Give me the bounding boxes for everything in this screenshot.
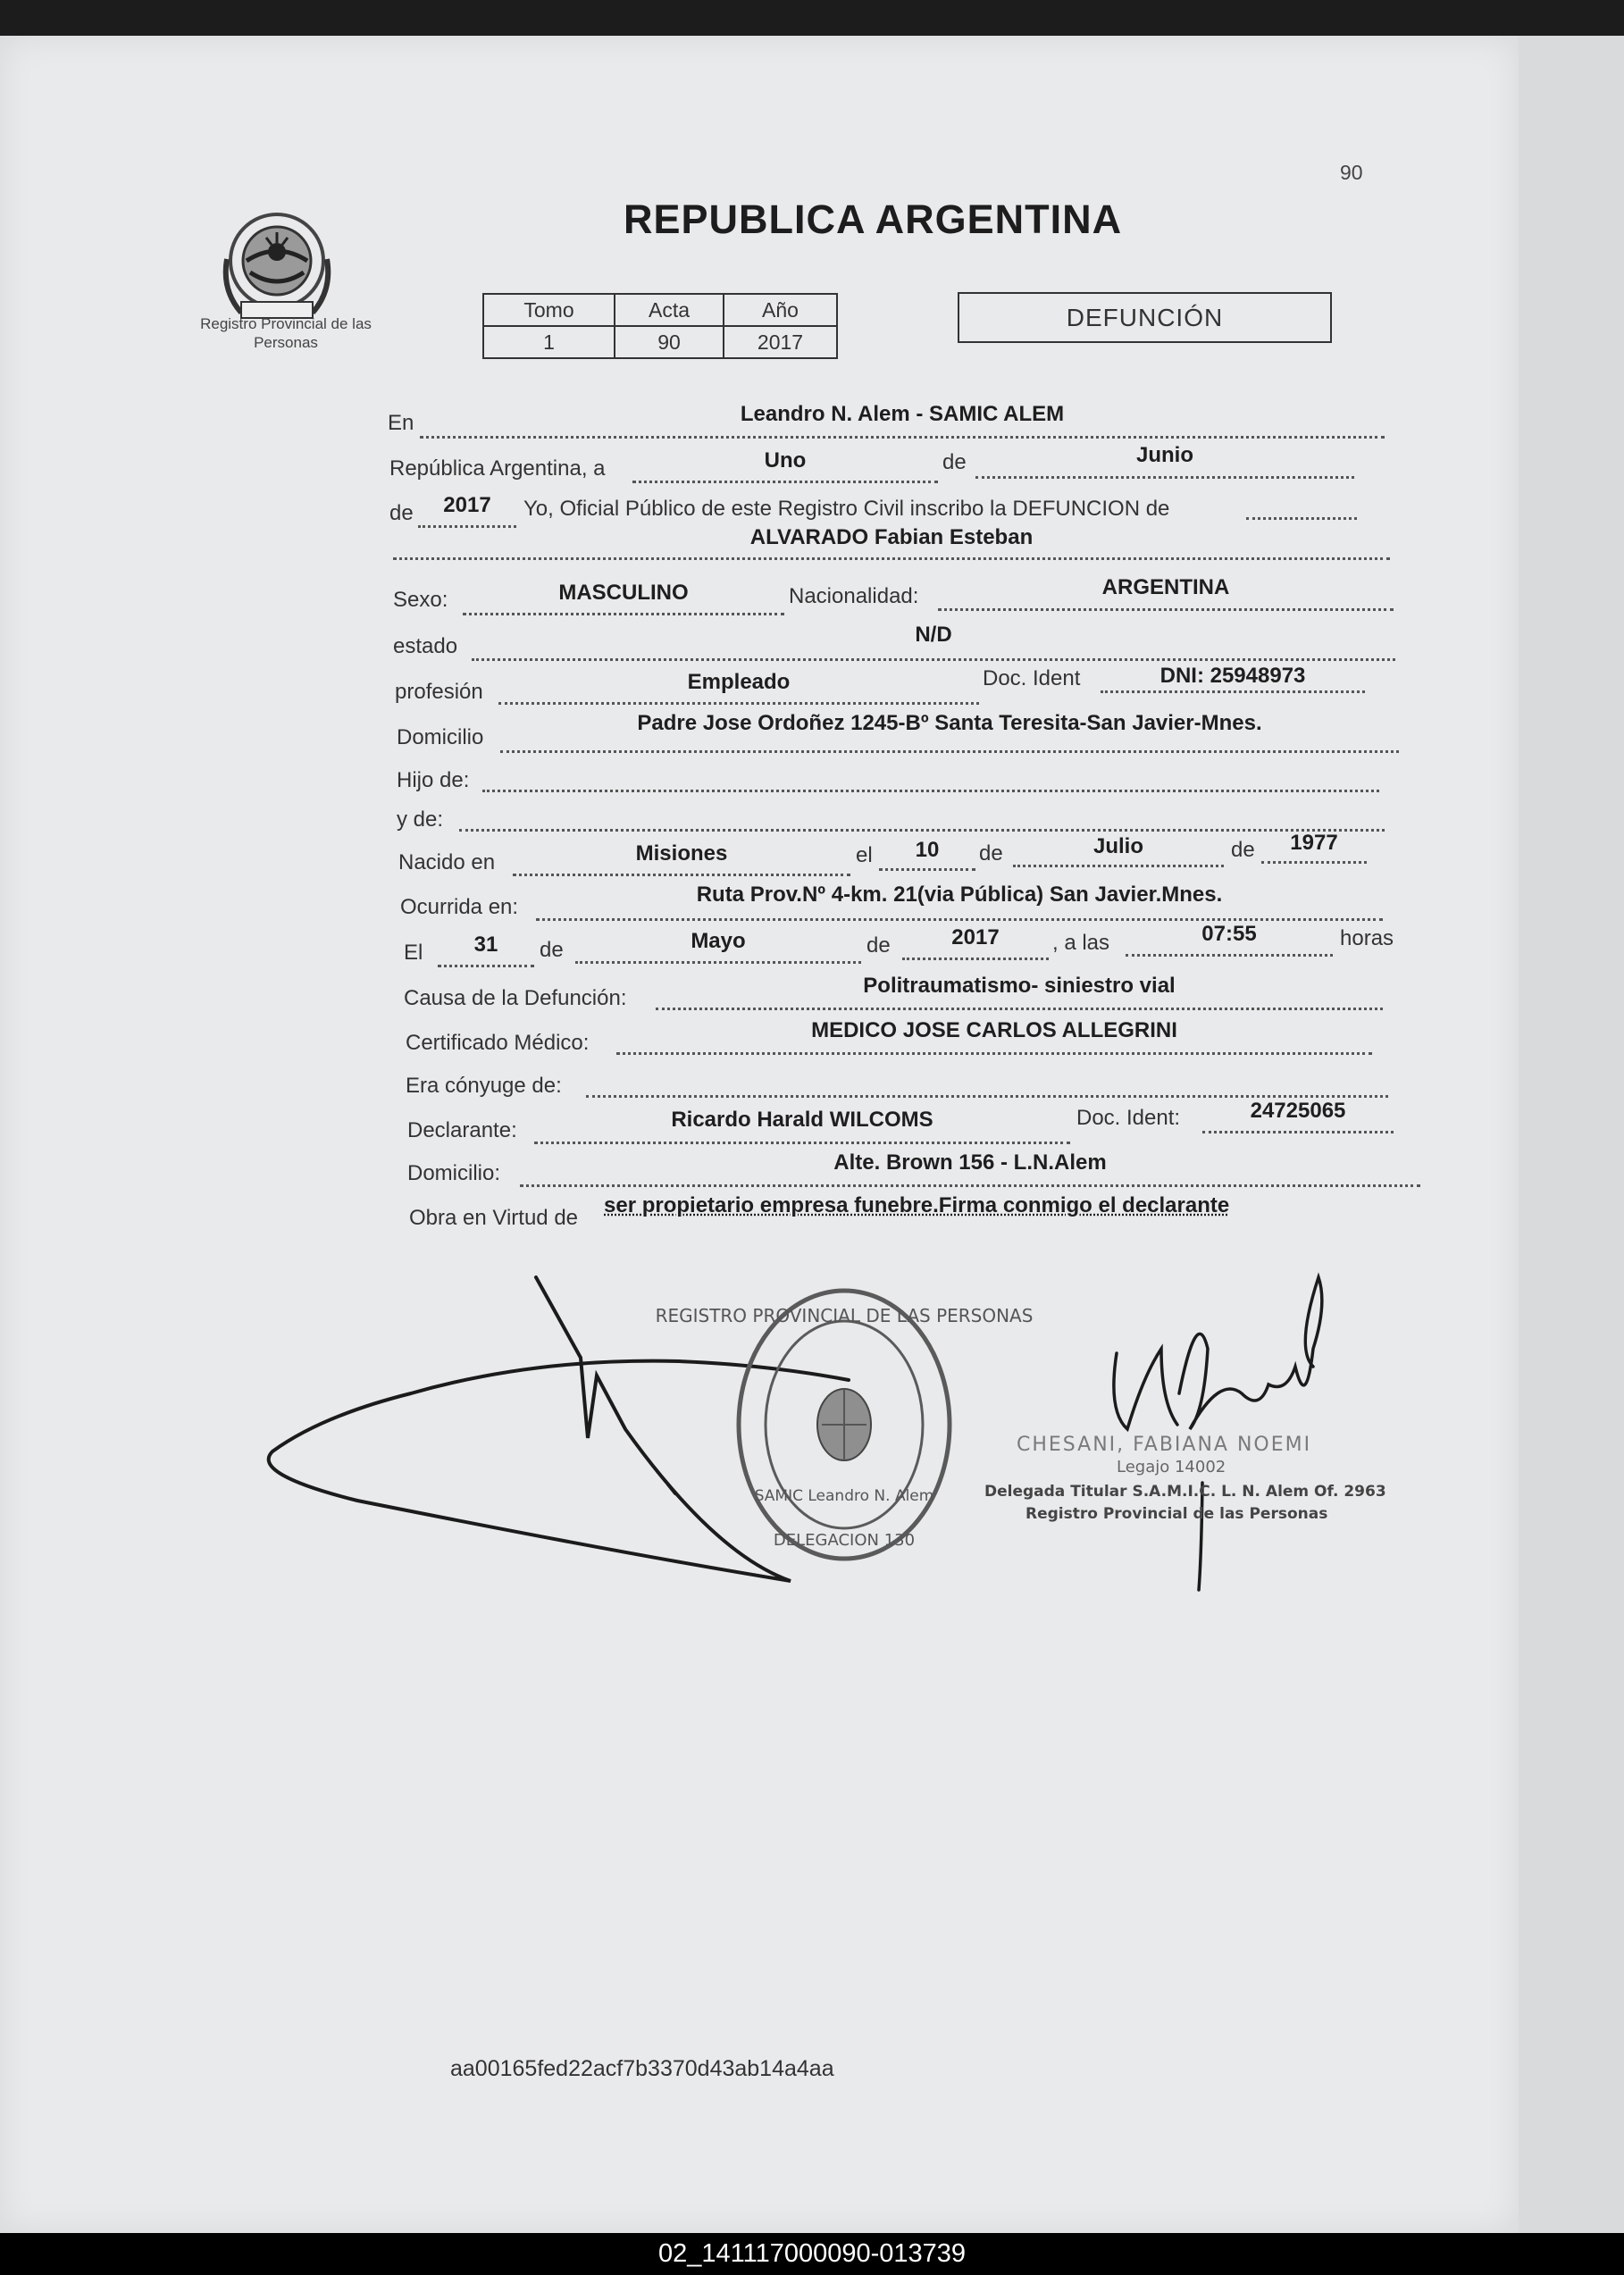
value-nac-mes: Julio <box>1092 834 1143 858</box>
label-estado: estado <box>393 634 458 658</box>
value-doc-declarante: 24725065 <box>1250 1099 1346 1123</box>
label-sexo: Sexo: <box>393 588 448 612</box>
label-horas: horas <box>1340 926 1394 950</box>
stamp-round-text-2: DELEGACION 130 <box>773 1531 916 1550</box>
label-conyuge: Era cónyuge de: <box>406 1074 562 1098</box>
document-page <box>0 36 1519 2233</box>
label-domicilio: Domicilio <box>397 725 484 749</box>
label-declarante: Declarante: <box>407 1118 517 1142</box>
value-ocurrida: Ruta Prov.Nº 4-km. 21(via Pública) San Javier.Mnes. <box>696 882 1223 907</box>
value-obra: ser propietario empresa funebre.Firma conmigo el declarante <box>604 1193 1230 1217</box>
stamp-official-name: CHESANI, FABIANA NOEMI <box>1017 1434 1312 1456</box>
stamp-legajo: Legajo 14002 <box>1117 1458 1226 1476</box>
label-en: En <box>388 411 414 435</box>
label-a-las: , a las <box>1052 931 1110 955</box>
back-sheet <box>1510 36 1624 2233</box>
label-causa: Causa de la Defunción: <box>404 986 627 1010</box>
stamp-registro: Registro Provincial de las Personas <box>1025 1505 1328 1523</box>
label-de-2: de <box>389 501 414 525</box>
label-ocurrida-en: Ocurrida en: <box>400 895 519 919</box>
value-lugar: Leandro N. Alem - SAMIC ALEM <box>740 402 1065 426</box>
document-hash: aa00165fed22acf7b3370d43ab14a4aa <box>450 2056 834 2081</box>
label-certificado: Certificado Médico: <box>406 1031 590 1055</box>
label-hijo-de: Hijo de: <box>397 768 470 792</box>
acta-header: Acta <box>615 294 724 326</box>
value-mes: Junio <box>1136 443 1193 467</box>
value-domicilio: Padre Jose Ordoñez 1245-Bº Santa Teresita-San Javier-Mnes. <box>637 711 1262 735</box>
value-causa: Politraumatismo- siniestro vial <box>863 974 1176 998</box>
signatures-and-stamp <box>0 36 1519 1644</box>
value-estado: N/D <box>915 623 952 647</box>
label-yo-oficial: Yo, Oficial Público de este Registro Civil inscribo la DEFUNCION de <box>523 497 1170 521</box>
label-nacido-en: Nacido en <box>398 850 496 874</box>
registry-caption: Registro Provincial de las Personas <box>200 315 372 351</box>
label-nacionalidad: Nacionalidad: <box>789 584 919 608</box>
scan-footer-id: 02_141117000090-013739 <box>0 2233 1624 2275</box>
label-obra: Obra en Virtud de <box>409 1206 579 1230</box>
value-nac-anio: 1977 <box>1290 831 1338 855</box>
acta-value: 90 <box>615 326 724 358</box>
label-republica: República Argentina, a <box>389 456 606 481</box>
value-anio: 2017 <box>443 493 491 517</box>
tomo-header: Tomo <box>483 294 615 326</box>
value-fall-dia: 31 <box>473 933 498 957</box>
value-fall-anio: 2017 <box>951 925 1000 949</box>
stamp-round-text: REGISTRO PROVINCIAL DE LAS PERSONAS <box>655 1305 1034 1326</box>
anio-header: Año <box>724 294 837 326</box>
document-title: REPUBLICA ARGENTINA <box>624 197 1123 242</box>
label-de-5: de <box>540 938 564 962</box>
value-domicilio-declarante: Alte. Brown 156 - L.N.Alem <box>833 1150 1107 1175</box>
label-doc-ident-2: Doc. Ident: <box>1076 1106 1181 1130</box>
value-nacido-en: Misiones <box>635 841 728 866</box>
label-domicilio-2: Domicilio: <box>407 1161 501 1185</box>
label-y-de: y de: <box>397 807 444 832</box>
value-certificado: MEDICO JOSE CARLOS ALLEGRINI <box>811 1018 1177 1042</box>
label-de-4: de <box>1231 838 1255 862</box>
value-nac-dia: 10 <box>915 838 940 862</box>
value-nacionalidad: ARGENTINA <box>1101 575 1230 599</box>
value-sexo: MASCULINO <box>558 581 689 605</box>
label-de-1: de <box>942 450 967 474</box>
label-el: el <box>856 843 873 867</box>
label-profesion: profesión <box>395 680 483 704</box>
value-doc: DNI: 25948973 <box>1159 664 1306 688</box>
value-nombre: ALVARADO Fabian Esteban <box>749 525 1034 549</box>
label-el-2: El <box>404 941 423 965</box>
stamp-inner-text: SAMIC Leandro N. Alem <box>754 1487 934 1505</box>
stamp-cargo: Delegada Titular S.A.M.I.C. L. N. Alem Of. 2963 <box>984 1483 1386 1501</box>
value-fall-mes: Mayo <box>691 929 746 953</box>
anio-value: 2017 <box>724 326 837 358</box>
value-hora: 07:55 <box>1201 922 1257 946</box>
tomo-value: 1 <box>483 326 615 358</box>
value-dia: Uno <box>764 448 807 473</box>
official-round-stamp <box>656 1291 1034 1559</box>
page-number: 90 <box>1340 161 1363 184</box>
value-declarante: Ricardo Harald WILCOMS <box>671 1108 933 1132</box>
value-profesion: Empleado <box>687 670 791 694</box>
document-kind-box: DEFUNCIÓN <box>958 292 1332 343</box>
label-de-6: de <box>866 933 891 958</box>
label-de-3: de <box>979 841 1003 866</box>
label-doc-ident: Doc. Ident <box>983 666 1081 690</box>
